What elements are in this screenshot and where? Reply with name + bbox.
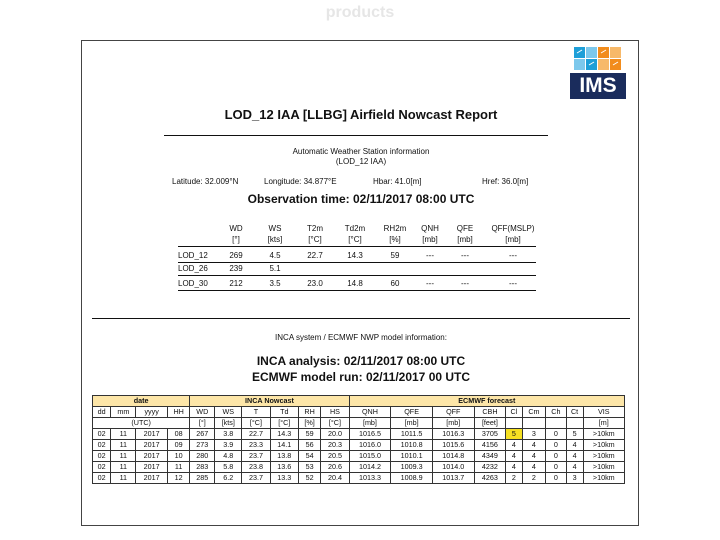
slide-title: products [325,4,395,21]
unit-cell: [°C] [242,418,270,429]
table-cell: >10km [583,451,624,462]
table-cell: 09 [167,440,189,451]
table-cell: 14.3 [270,429,298,440]
column-header: QFE [391,407,433,418]
unit-cell [546,418,566,429]
column-header: HS [321,407,349,418]
obs-header-wd: WD [229,224,243,233]
table-cell: 56 [298,440,320,451]
table-cell: 22.7 [242,429,270,440]
table-cell: >10km [583,429,624,440]
unit-cell: [°C] [270,418,298,429]
ims-logo-text: IMS [570,73,626,99]
longitude: Longitude: 34.877°E [264,177,337,186]
table-cell: 1014.8 [432,451,474,462]
obs-cell: --- [461,279,469,288]
table-cell: 02 [93,429,111,440]
table-cell: 3 [522,429,546,440]
table-row [93,462,625,473]
ims-logo [570,45,626,101]
obs-unit-qnh: [mb] [422,235,438,244]
unit-cell: [feet] [474,418,506,429]
obs-cell: --- [461,251,469,260]
table-cell: 4 [566,462,583,473]
table-cell: 3.8 [215,429,242,440]
ims-logo-squares-icon [574,45,624,71]
column-header: Cm [522,407,546,418]
title-divider [164,135,548,136]
report-document [81,40,639,526]
table-cell: 2 [522,473,546,484]
obs-cell: 5.1 [269,264,281,273]
table-cell: 1013.7 [432,473,474,484]
table-cell: 23.3 [242,440,270,451]
table-cell: 1015.6 [432,440,474,451]
table-cell: 280 [190,451,215,462]
report-title: LOD_12 IAA [LLBG] Airfield Nowcast Report [224,107,498,122]
table-cell: 2017 [136,462,168,473]
obs-unit-wd: [°] [232,235,240,244]
obs-row-divider [178,275,536,276]
aws-info-line1: Automatic Weather Station information [292,147,430,156]
table-cell: 1016.0 [349,440,391,451]
ecmwf-run-time: ECMWF model run: 02/11/2017 00 UTC [251,370,471,384]
table-cell: 4 [566,451,583,462]
latitude: Latitude: 32.009°N [172,177,239,186]
table-cell: 4263 [474,473,506,484]
column-header: Cl [506,407,522,418]
table-cell: 59 [298,429,320,440]
table-cell: 0 [546,451,566,462]
obs-header-ws: WS [268,224,282,233]
table-band-row [93,396,625,407]
table-cell: 1014.0 [432,462,474,473]
obs-header-rh2m: RH2m [383,224,407,233]
table-row [93,429,625,440]
table-cell: 2 [506,473,522,484]
table-unit-row [93,418,625,429]
obs-cell: --- [426,251,434,260]
table-cell: 283 [190,462,215,473]
unit-cell: [mb] [349,418,391,429]
obs-row-station: LOD_30 [178,279,208,288]
column-header: VIS [583,407,624,418]
obs-cell: 14.3 [347,251,363,260]
inca-analysis-time: INCA analysis: 02/11/2017 08:00 UTC [256,354,466,368]
obs-cell: --- [509,279,517,288]
table-cell: 1011.5 [391,429,433,440]
column-header: HH [167,407,189,418]
obs-cell: 23.0 [307,279,323,288]
unit-cell [566,418,583,429]
column-header: WD [190,407,215,418]
table-cell: 20.5 [321,451,349,462]
table-cell: 0 [546,440,566,451]
obs-cell: 239 [229,264,243,273]
obs-row-station: LOD_12 [178,251,208,260]
obs-cell: --- [426,279,434,288]
unit-cell: [%] [298,418,320,429]
band-inca-nowcast: INCA Nowcast [190,396,349,407]
table-cell: 5 [566,429,583,440]
unit-cell: (UTC) [93,418,190,429]
table-cell: 12 [167,473,189,484]
band-date: date [93,396,190,407]
column-header: Td [270,407,298,418]
table-row [93,440,625,451]
unit-cell: [m] [583,418,624,429]
column-header: Ch [546,407,566,418]
table-cell: 267 [190,429,215,440]
table-cell: 11 [111,473,136,484]
unit-cell [506,418,522,429]
href: Href: 36.0[m] [482,177,529,186]
hbar: Hbar: 41.0[m] [373,177,422,186]
table-cell: 4 [506,440,522,451]
obs-unit-t2m: [°C] [308,235,322,244]
obs-cell: 212 [229,279,243,288]
table-cell: 08 [167,429,189,440]
unit-cell [522,418,546,429]
table-cell: 11 [111,429,136,440]
table-row [93,473,625,484]
obs-unit-td2m: [°C] [348,235,362,244]
table-cell: 13.3 [270,473,298,484]
table-cell: 4 [522,440,546,451]
table-cell: 4 [522,462,546,473]
table-cell: 13.6 [270,462,298,473]
table-row [93,451,625,462]
table-cell: 1015.0 [349,451,391,462]
table-cell: 1016.5 [349,429,391,440]
table-cell: 54 [298,451,320,462]
table-cell: 1014.2 [349,462,391,473]
table-cell: 20.6 [321,462,349,473]
table-cell: 20.3 [321,440,349,451]
obs-cell: 22.7 [307,251,323,260]
table-cell: 02 [93,473,111,484]
obs-cell: 59 [390,251,400,260]
table-cell: 2017 [136,440,168,451]
table-cell: 4 [506,462,522,473]
table-cell: 20.0 [321,429,349,440]
band-ecmwf-forecast: ECMWF forecast [349,396,624,407]
table-cell: 23.8 [242,462,270,473]
obs-cell: --- [509,251,517,260]
table-cell: 11 [111,440,136,451]
obs-unit-qff: [mb] [505,235,521,244]
table-cell: 3 [566,473,583,484]
table-cell: 4349 [474,451,506,462]
column-header: QNH [349,407,391,418]
table-cell: 1010.8 [391,440,433,451]
column-header: CBH [474,407,506,418]
table-cell: >10km [583,440,624,451]
unit-cell: [°C] [321,418,349,429]
column-header: T [242,407,270,418]
aws-info-line2: (LOD_12 IAA) [335,157,387,166]
table-cell: >10km [583,473,624,484]
table-cell: 6.2 [215,473,242,484]
table-cell: 11 [111,462,136,473]
obs-unit-rh2m: [%] [389,235,401,244]
unit-cell: [kts] [215,418,242,429]
table-header-row [93,407,625,418]
unit-cell: [mb] [432,418,474,429]
table-cell: 53 [298,462,320,473]
table-cell: 11 [167,462,189,473]
unit-cell: [°] [190,418,215,429]
table-cell: 3.9 [215,440,242,451]
table-cell: >10km [583,462,624,473]
column-header: RH [298,407,320,418]
column-header: mm [111,407,136,418]
table-cell: 14.1 [270,440,298,451]
obs-cell: 4.5 [269,251,281,260]
section-divider [92,318,630,319]
table-cell: 4156 [474,440,506,451]
obs-cell: 3.5 [269,279,281,288]
obs-header-qff: QFF(MSLP) [491,224,535,233]
table-cell: 10 [167,451,189,462]
table-cell: 02 [93,451,111,462]
table-cell: 02 [93,462,111,473]
obs-header-qnh: QNH [421,224,439,233]
column-header: dd [93,407,111,418]
table-cell: 52 [298,473,320,484]
column-header: Ct [566,407,583,418]
inca-info: INCA system / ECMWF NWP model information: [275,333,447,342]
table-cell: 2017 [136,429,168,440]
table-cell: 1013.3 [349,473,391,484]
table-cell: 1016.3 [432,429,474,440]
obs-header-t2m: T2m [307,224,323,233]
table-cell: 2017 [136,473,168,484]
table-cell: 0 [546,473,566,484]
table-cell: 13.8 [270,451,298,462]
obs-cell: 60 [390,279,400,288]
column-header: yyyy [136,407,168,418]
table-cell: 1010.1 [391,451,433,462]
obs-cell: 269 [229,251,243,260]
table-cell: 285 [190,473,215,484]
table-cell: 0 [546,462,566,473]
obs-header-qfe: QFE [456,224,474,233]
table-cell: 1008.9 [391,473,433,484]
table-cell: 23.7 [242,451,270,462]
obs-row-divider [178,246,536,247]
table-cell: 5 [506,429,522,440]
forecast-table [92,395,625,484]
table-cell: 20.4 [321,473,349,484]
table-cell: 23.7 [242,473,270,484]
table-cell: 1009.3 [391,462,433,473]
table-cell: 4 [506,451,522,462]
obs-cell: 14.8 [347,279,363,288]
obs-unit-ws: [kts] [267,235,283,244]
unit-cell: [mb] [391,418,433,429]
observation-time: Observation time: 02/11/2017 08:00 UTC [247,192,475,206]
obs-row-station: LOD_26 [178,264,208,273]
table-cell: 2017 [136,451,168,462]
obs-unit-qfe: [mb] [457,235,473,244]
table-cell: 4 [522,451,546,462]
table-cell: 4.8 [215,451,242,462]
obs-header-td2m: Td2m [344,224,366,233]
obs-row-divider [178,262,536,263]
column-header: QFF [432,407,474,418]
table-cell: 4232 [474,462,506,473]
table-cell: 02 [93,440,111,451]
obs-row-divider [178,290,536,291]
table-cell: 11 [111,451,136,462]
table-cell: 4 [566,440,583,451]
table-cell: 3705 [474,429,506,440]
table-cell: 273 [190,440,215,451]
column-header: WS [215,407,242,418]
table-cell: 0 [546,429,566,440]
table-cell: 5.8 [215,462,242,473]
